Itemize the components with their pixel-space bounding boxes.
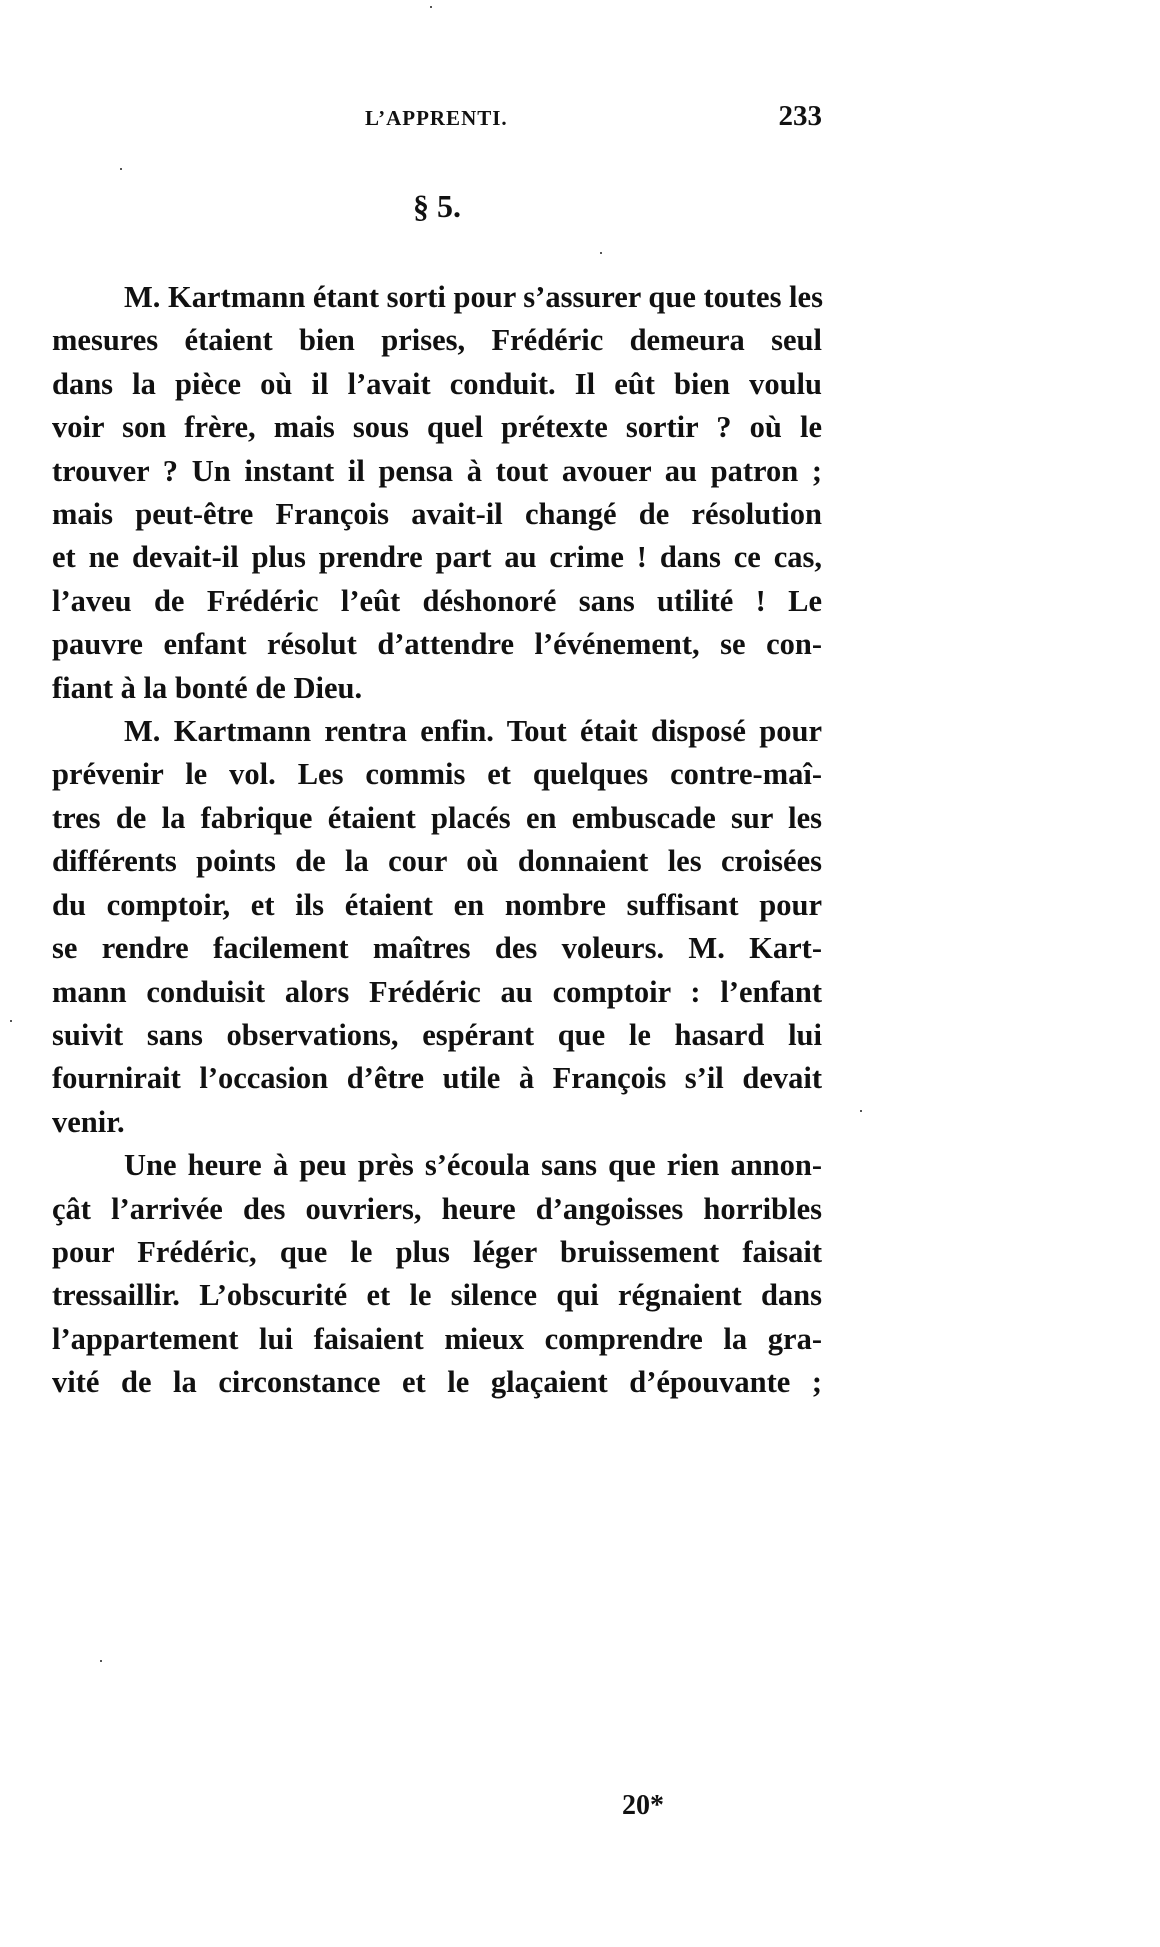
text-line: prévenir le vol. Les commis et quelques contre-maî- [52, 757, 822, 792]
scan-speck [860, 1110, 862, 1112]
text-line: mann conduisit alors Frédéric au comptoir : l’enfant [52, 974, 822, 1009]
text-line: différents points de la cour où donnaient les croisées [52, 844, 822, 879]
running-title: L’APPRENTI. [365, 106, 508, 130]
scan-speck [430, 6, 432, 8]
text-line: et ne devait-il plus prendre part au crime ! dans ce cas, [52, 540, 822, 575]
section-heading: § 5. [413, 188, 461, 224]
text-line: pauvre enfant résolut d’attendre l’événement, se con- [52, 627, 822, 662]
text-line: tressaillir. L’obscurité et le silence qui régnaient dans [52, 1278, 822, 1313]
text-line: dans la pièce où il l’avait conduit. Il eût bien voulu [52, 366, 822, 401]
text-line: tres de la fabrique étaient placés en embuscade sur les [52, 800, 822, 835]
text-line: se rendre facilement maîtres des voleurs. M. Kart- [52, 931, 822, 966]
page-number: 233 [778, 100, 822, 132]
running-head [52, 100, 822, 140]
text-line: Une heure à peu près s’écoula sans que rien annon- [124, 1148, 822, 1183]
body-text [52, 276, 822, 1405]
text-line: M. Kartmann étant sorti pour s’assurer que toutes les [124, 280, 823, 314]
text-line: l’aveu de Frédéric l’eût déshonoré sans utilité ! Le [52, 583, 822, 618]
text-line: l’appartement lui faisaient mieux comprendre la gra- [52, 1321, 822, 1356]
text-line: vité de la circonstance et le glaçaient d’épouvante ; [52, 1365, 822, 1400]
text-line: mesures étaient bien prises, Frédéric demeura seul [52, 323, 822, 358]
scan-speck [120, 168, 122, 170]
signature-mark: 20* [622, 1790, 664, 1821]
text-line: pour Frédéric, que le plus léger bruissement faisait [52, 1234, 822, 1269]
text-line: trouver ? Un instant il pensa à tout avouer au patron ; [52, 453, 822, 488]
paragraph-1 [52, 276, 822, 710]
text-line: çât l’arrivée des ouvriers, heure d’angoisses horribles [52, 1191, 822, 1226]
text-line: voir son frère, mais sous quel prétexte sortir ? où le [52, 410, 822, 445]
text-line: fournirait l’occasion d’être utile à François s’il devait [52, 1061, 822, 1096]
text-line: mais peut-être François avait-il changé de résolution [52, 497, 822, 532]
text-line: suivit sans observations, espérant que le hasard lui [52, 1017, 822, 1052]
paragraph-2 [52, 710, 822, 1144]
scan-speck [100, 1660, 102, 1662]
scan-speck [10, 1020, 12, 1022]
text-line: M. Kartmann rentra enfin. Tout était disposé pour [124, 714, 822, 749]
text-line: fiant à la bonté de Dieu. [52, 670, 363, 705]
text-line: du comptoir, et ils étaient en nombre suffisant pour [52, 887, 822, 922]
text-line: venir. [52, 1104, 125, 1139]
scan-speck [600, 252, 602, 254]
paragraph-3 [52, 1144, 822, 1404]
